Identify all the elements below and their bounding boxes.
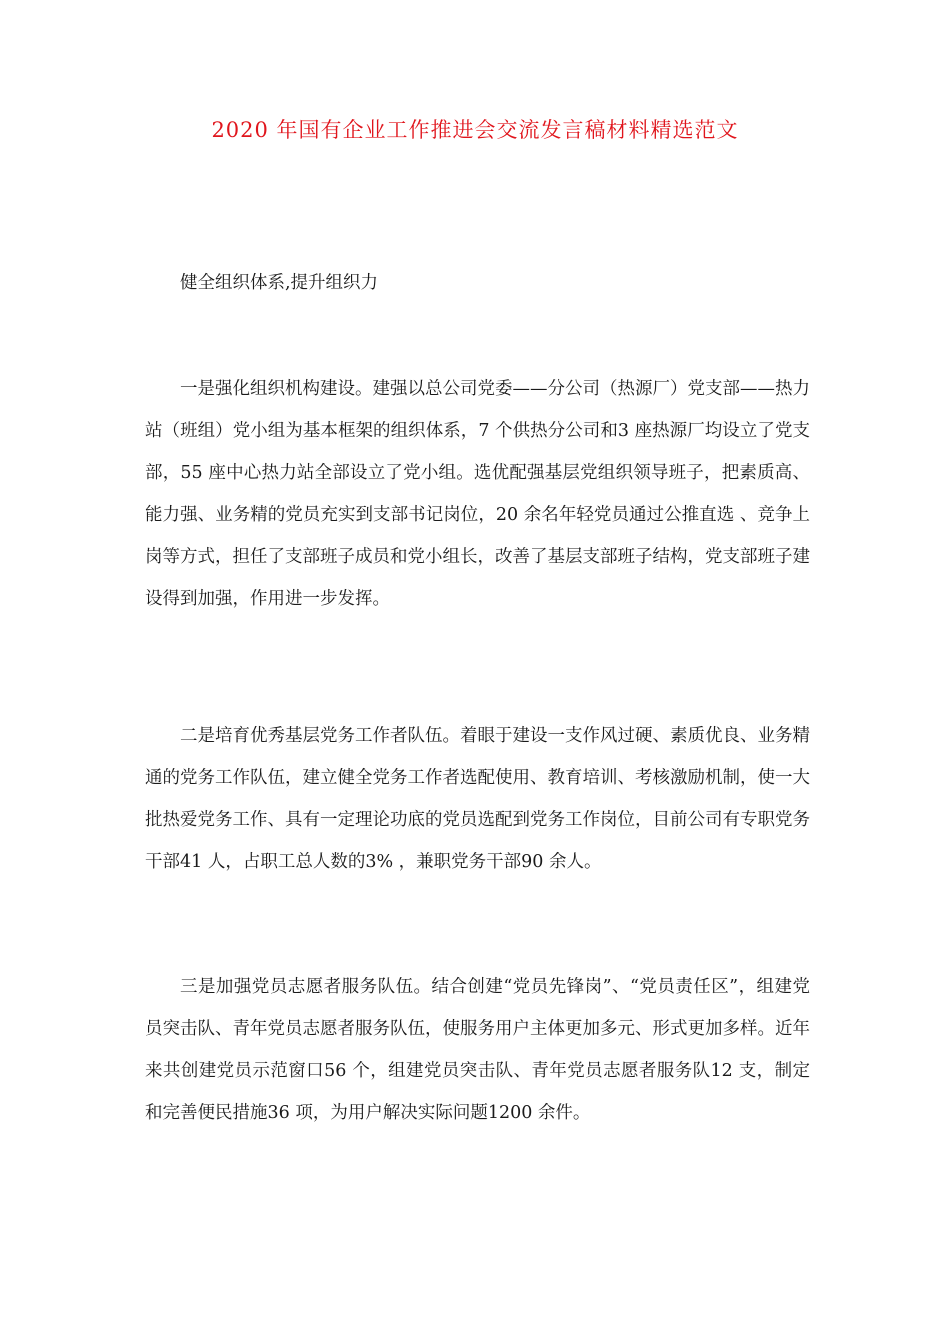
document-title: 2020 年国有企业工作推进会交流发言稿材料精选范文 [211, 118, 739, 142]
section-heading: 健全组织体系,提升组织力 [180, 273, 379, 293]
paragraph-volunteer-service: 三是加强党员志愿者服务队伍。结合创建“党员先锋岗”、“党员责任区”，组建党员突击队、青年党员志愿者服务队伍，使服务用户主体更加多元、形式更加多样。近年来共创建党员示范窗口56 个，组建党员突击队、青年党员志愿者服务队12 支，制定和完善便民措施36 项，为用户解决实际问题1200 余件。 [145, 977, 810, 1123]
paragraph-organization-building: 一是强化组织机构建设。建强以总公司党委——分公司（热源厂）党支部——热力站（班组）党小组为基本框架的组织体系，7 个供热分公司和3 座热源厂均设立了党支部，55 座中心热力站全部设立了党小组。选优配强基层党组织领导班子，把素质高、能力强、业务精的党员充实到支部书记岗位，20 余名年轻党员通过公推直选 、竞争上岗等方式，担任了支部班子成员和党小组长，改善了基层支部班子结构，党支部班子建设得到加强，作用进一步发挥。 [145, 379, 810, 609]
paragraph-party-workers: 二是培育优秀基层党务工作者队伍。着眼于建设一支作风过硬、素质优良、业务精通的党务工作队伍，建立健全党务工作者选配使用、教育培训、考核激励机制，使一大批热爱党务工作、具有一定理论功底的党员选配到党务工作岗位，目前公司有专职党务干部41 人，占职工总人数的3% ，兼职党务干部90 余人。 [145, 726, 810, 872]
